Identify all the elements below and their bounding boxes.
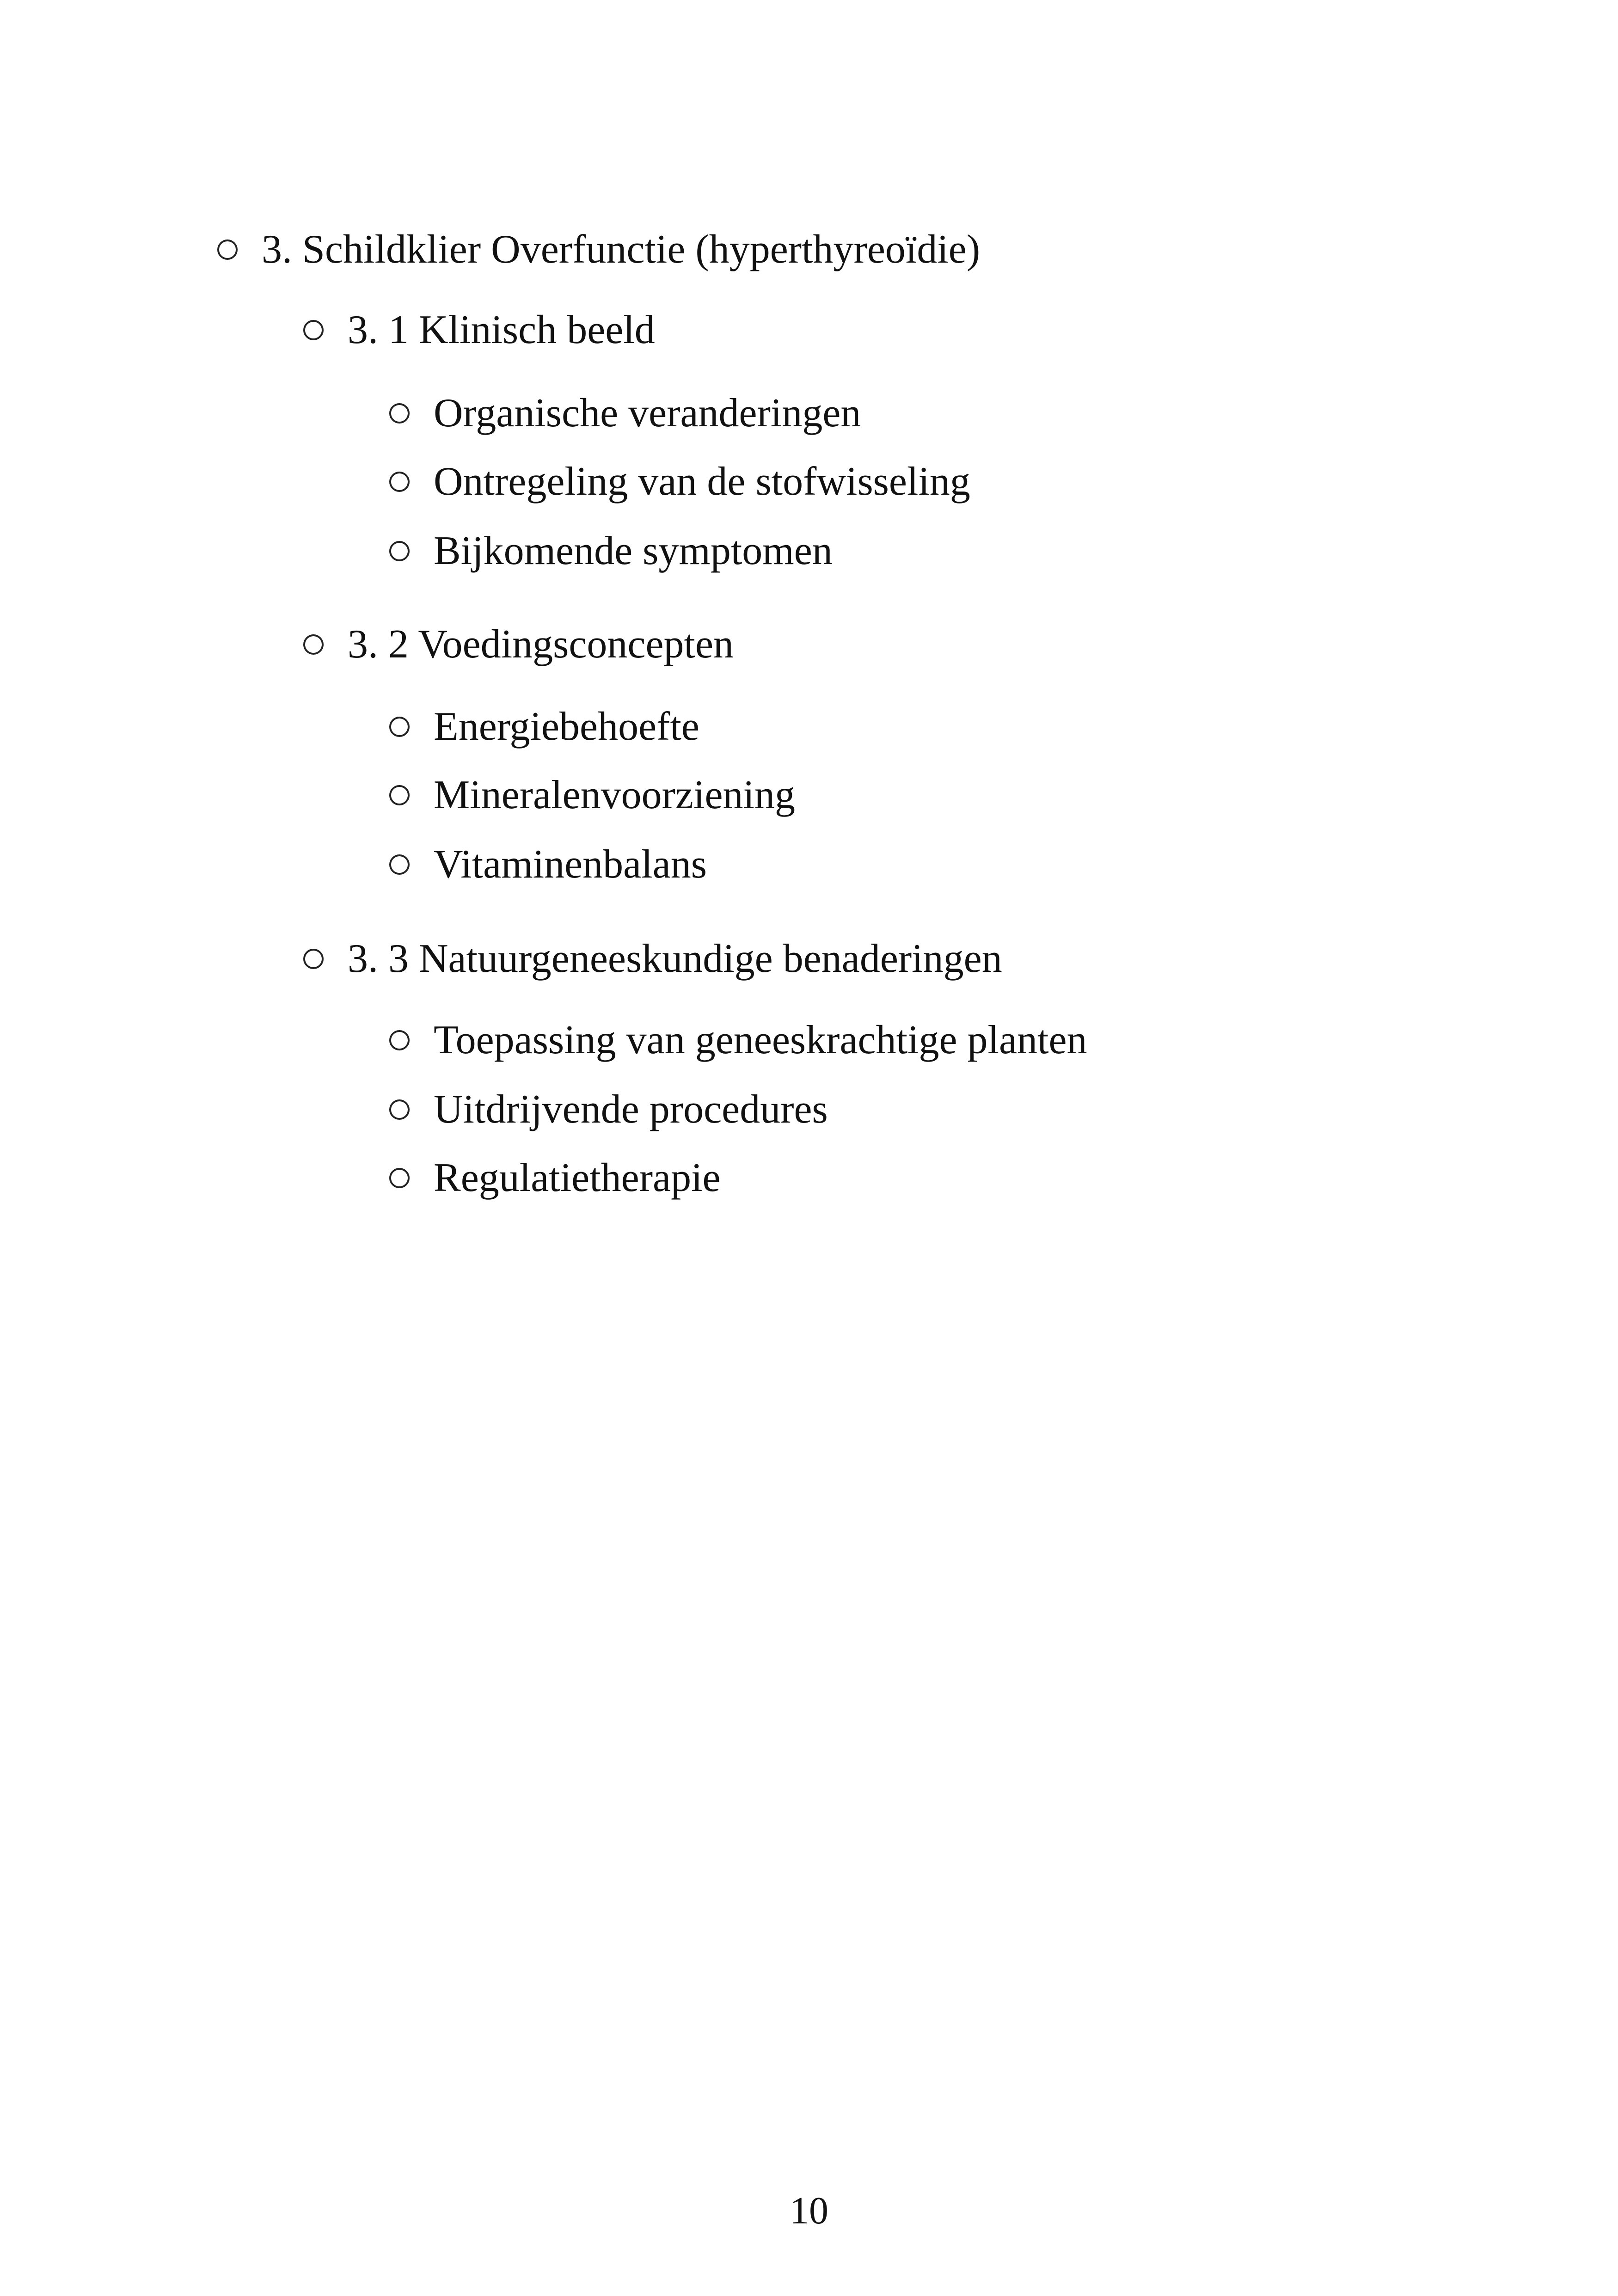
- hollow-circle-bullet-icon: [303, 320, 324, 340]
- subitem-label: Regulatietherapie: [434, 1155, 721, 1200]
- outline-subitem: [389, 393, 861, 434]
- hollow-circle-bullet-icon: [303, 634, 324, 655]
- hollow-circle-bullet-icon: [389, 472, 410, 492]
- subitem-label: Energiebehoefte: [434, 704, 699, 749]
- hollow-circle-bullet-icon: [389, 1030, 410, 1050]
- subitem-label: Mineralenvoorziening: [434, 773, 795, 817]
- outline-subitem: [389, 1155, 721, 1200]
- outline-section-item: [303, 624, 734, 665]
- outline-subitem: [389, 706, 699, 747]
- subitem-label: Ontregeling van de stofwisseling: [434, 459, 970, 504]
- outline-subitem: [389, 1089, 828, 1130]
- hollow-circle-bullet-icon: [389, 403, 410, 424]
- page-number: 10: [790, 2189, 828, 2232]
- outline-subitem: [389, 775, 795, 816]
- subitem-label: Uitdrijvende procedures: [434, 1087, 828, 1132]
- outline-section-item: [303, 936, 1002, 981]
- chapter-title: 3. Schildklier Overfunctie (hyperthyreoïdie): [262, 227, 981, 272]
- subitem-label: Vitaminenbalans: [434, 842, 707, 887]
- outline-chapter-item: [217, 229, 980, 270]
- section-title: 3. 1 Klinisch beeld: [348, 307, 655, 352]
- hollow-circle-bullet-icon: [389, 854, 410, 875]
- subitem-label: Toepassing van geneeskrachtige planten: [434, 1018, 1087, 1062]
- hollow-circle-bullet-icon: [303, 949, 324, 969]
- section-title: 3. 3 Natuurgeneeskundige benaderingen: [348, 936, 1002, 981]
- outline-subitem: [389, 844, 707, 885]
- hollow-circle-bullet-icon: [389, 1099, 410, 1120]
- hollow-circle-bullet-icon: [389, 717, 410, 737]
- section-title: 3. 2 Voedingsconcepten: [348, 622, 734, 667]
- hollow-circle-bullet-icon: [217, 239, 238, 260]
- hollow-circle-bullet-icon: [389, 1168, 410, 1188]
- outline-subitem: [389, 461, 970, 502]
- subitem-label: Organische veranderingen: [434, 391, 861, 436]
- hollow-circle-bullet-icon: [389, 785, 410, 805]
- hollow-circle-bullet-icon: [389, 541, 410, 561]
- outline-section-item: [303, 307, 655, 352]
- subitem-label: Bijkomende symptomen: [434, 528, 833, 573]
- outline-subitem: [389, 1020, 1087, 1061]
- outline-subitem: [389, 528, 833, 573]
